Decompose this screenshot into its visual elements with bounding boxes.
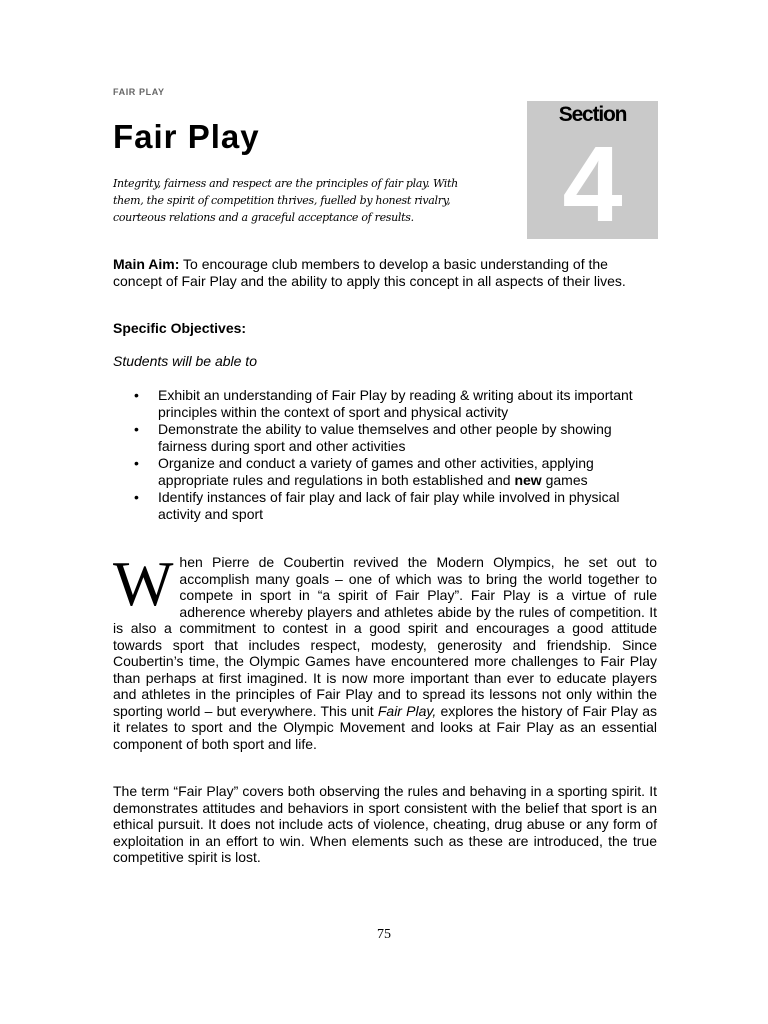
- main-aim: [113, 256, 657, 289]
- paragraph-1-text-end: explores the history of Fair Play as it relates to sport and the Olympic Movement and looks at Fair Play as an essential component of both sport and life.: [113, 702, 657, 752]
- bullet-icon: •: [134, 489, 139, 505]
- drop-cap: W: [113, 548, 174, 619]
- body-paragraph-1: [113, 548, 657, 752]
- list-item-emphasis: new: [514, 471, 542, 488]
- page-title: Fair Play: [113, 118, 260, 155]
- bullet-icon: •: [134, 421, 139, 437]
- objectives-list: [113, 387, 657, 523]
- list-item: [113, 421, 657, 454]
- main-aim-label: Main Aim:: [113, 256, 180, 272]
- list-item: [113, 455, 657, 488]
- main-aim-text: To encourage club members to develop a basic understanding of the concept of Fair Play and the ability to apply this concept in all aspects of their lives.: [113, 256, 626, 289]
- unit-title-italic: Fair Play,: [377, 702, 437, 719]
- objectives-heading: Specific Objectives:: [113, 320, 247, 336]
- body-paragraph-2: The term “Fair Play” covers both observing the rules and behaving in a sporting spirit. It demonstrates attitudes and behaviors in sport consistent with the belief that sport is an ethical pursuit. It does not include acts of violence, cheating, drug abuse or any form of exploitation in an effort to win. When elements such as these are introduced, the true competitive spirit is lost.: [113, 783, 657, 865]
- list-item: [113, 387, 657, 420]
- list-item-text: Exhibit an understanding of Fair Play by reading & writing about its important principles within the context of sport and physical activity: [158, 387, 633, 420]
- list-item: [113, 489, 657, 522]
- bullet-icon: •: [134, 455, 139, 471]
- list-item-text: Organize and conduct a variety of games and other activities, applying appropriate rules and regulations in both established and: [158, 455, 594, 488]
- paragraph-1-text: hen Pierre de Coubertin revived the Modern Olympics, he set out to accomplish many goals – one of which was to bring the world together to compete in sport in “a spirit of Fair Play”. Fair Play is a virtue of rule adherence whereby players and athletes abide by the rules of competition. It is also a commitment to contest in a good spirit and encourages a good attitude towards sport that includes respect, modesty, generosity and friendship. Since Coubertin’s time, the Olympic Games have encountered more challenges to Fair Play than perhaps at first imagined. It is now more important than ever to educate players and athletes in the principles of Fair Play and to spread its lessons not only within the sporting world – but everywhere. This unit: [113, 554, 657, 719]
- list-item-text: Identify instances of fair play and lack of fair play while involved in physical activity and sport: [158, 489, 620, 522]
- section-label: Section: [558, 103, 627, 126]
- list-item-text-end: games: [541, 471, 588, 488]
- section-badge: [527, 101, 658, 244]
- objectives-lead: Students will be able to: [113, 353, 257, 369]
- running-head: FAIR PLAY: [113, 87, 165, 97]
- page-number: 75: [377, 927, 391, 942]
- intro-quote: Integrity, fairness and respect are the principles of fair play. With them, the spirit of competition thrives, fuelled by honest rivalry, courteous relations and a graceful acceptance of results.: [113, 177, 458, 224]
- section-number: 4: [562, 123, 623, 244]
- list-item-text: Demonstrate the ability to value themselves and other people by showing fairness during sport and other activities: [158, 421, 612, 454]
- bullet-icon: •: [134, 387, 139, 403]
